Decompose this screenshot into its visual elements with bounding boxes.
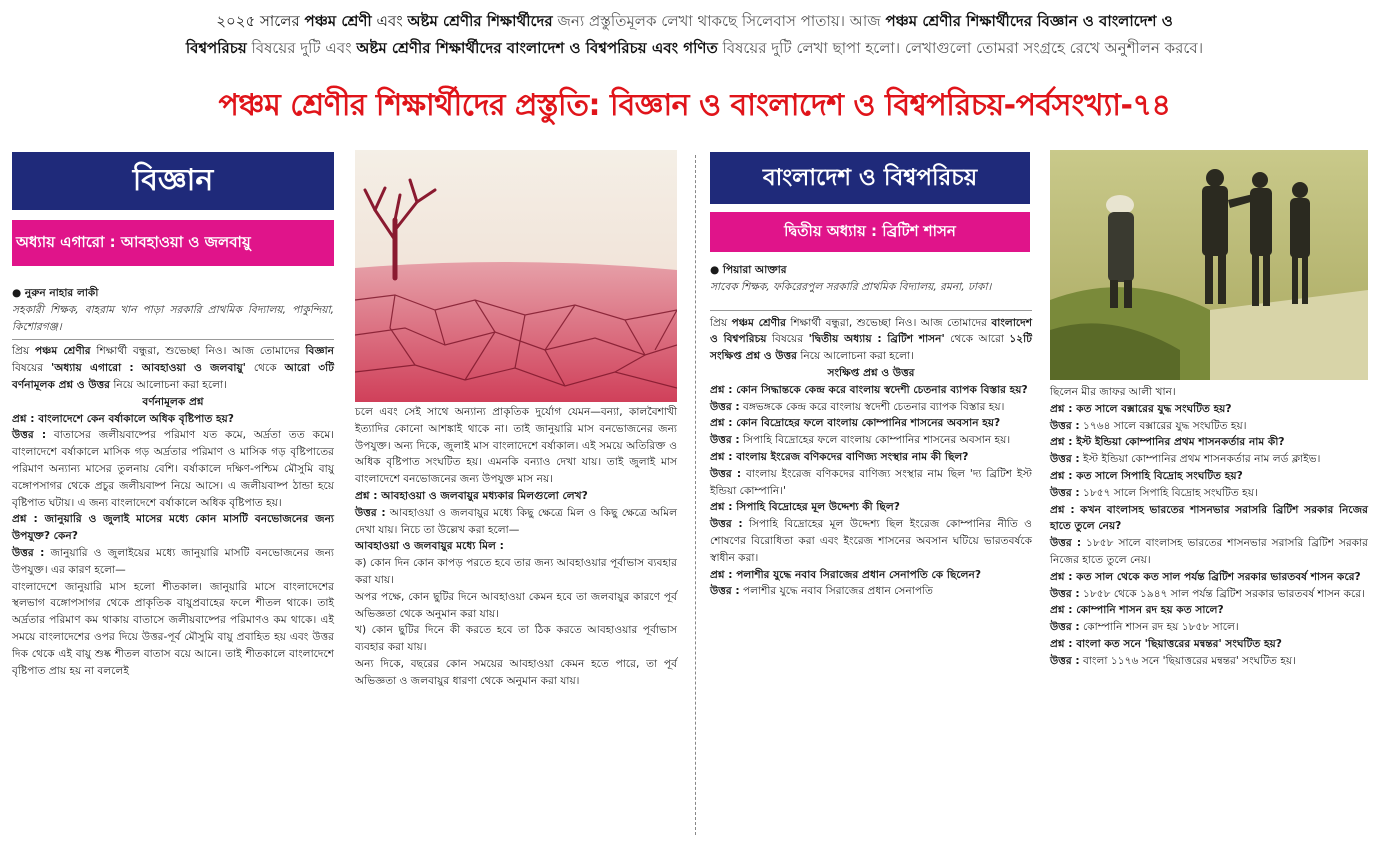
science-column-1 — [12, 285, 334, 679]
bgs-author: ● পিয়ারা আক্তার — [710, 264, 787, 276]
answer: উত্তর : পলাশীর যুদ্ধে নবাব সিরাজের প্রধান সেনাপতি — [710, 585, 933, 598]
bgs-intro: প্রিয় পঞ্চম শ্রেণীর শিক্ষার্থী বন্ধুরা, শুভেচ্ছা নিও। আজ তোমাদের বাংলাদেশ ও বিশ্বপরিচয় বিষয়ের 'দ্বিতীয় অধ্যায় : ব্রিটিশ শাসন' থেকে আরো ১২টি সংক্ষিপ্ত প্রশ্ন ও উত্তর নিয়ে আলোচনা করা হলো। — [710, 316, 1032, 363]
intro-paragraph — [10, 8, 1379, 62]
answer: উত্তর : বাংলায় ইংরেজ বণিকদের বাণিজ্য সংস্থার নাম ছিল 'দ্য ব্রিটিশ ইস্ট ইন্ডিয়া কোম্পানি।' — [710, 467, 1032, 497]
intro-text: এবং — [371, 12, 408, 30]
answer: উত্তর : বাতাসের জলীয়বাষ্পের পরিমাণ যত কমে, অর্দ্রতা তত কমে। বাংলাদেশে বর্ষাকালে মাসিক গড় অর্দ্রতার পরিমাণ ও মাসিক গড় বৃষ্টিপাতের পরিমাণ অন্যান্য মাসের তুলনায় বেশি। বর্ষাকালে দক্ষিণ-পশ্চিম মৌসুমি বায়ু বঙ্গোপসাগর থেকে প্রচুর জলীয়বাষ্প নিয়ে আসে। এ জলীয়বাষ্প ঠান্ডা হয়ে বৃষ্টিপাত ঘটায়। এ জন্য বাংলাদেশে বর্ষাকালে অধিক বৃষ্টিপাত হয়। — [12, 429, 334, 509]
list-item: ক) কোন দিন কোন কাপড় পরতে হবে তার জন্য আবহাওয়ার পূর্বাভাস ব্যবহার করা যায়। — [355, 557, 677, 586]
science-column-2 — [355, 404, 677, 690]
answer: উত্তর : ১৮৫৭ সালে সিপাহি বিদ্রোহ সংঘটিত হয়। — [1050, 486, 1258, 499]
question: প্রশ্ন : আবহাওয়া ও জলবায়ুর মধ্যকার মিলগুলো লেখ? — [355, 489, 588, 502]
bgs-title: বাংলাদেশ ও বিশ্বপরিচয় — [762, 164, 978, 191]
answer: উত্তর : জানুয়ারি ও জুলাইয়ের মধ্যে জানুয়ারি মাসটি বনভোজনের জন্য উপযুক্ত। এর কারণ হলো— — [12, 546, 334, 576]
drought-image — [355, 150, 677, 402]
question: প্রশ্ন : কোন বিদ্রোহের ফলে বাংলায় কোম্পানির শাসনের অবসান হয়? — [710, 417, 1001, 430]
bgs-column-1 — [710, 262, 1032, 600]
question: প্রশ্ন : বাংলাদেশে কেন বর্ষাকালে অধিক বৃষ্টিপাত হয়? — [12, 412, 234, 425]
bgs-chapter: দ্বিতীয় অধ্যায় : ব্রিটিশ শাসন — [784, 221, 956, 240]
answer-continued: ছিলেন মীর জাফর আলী খান। — [1050, 386, 1176, 398]
page-headline: পঞ্চম শ্রেণীর শিক্ষার্থীদের প্রস্তুতি: বিজ্ঞান ও বাংলাদেশ ও বিশ্বপরিচয়-পর্বসংখ্যা-৭৪ — [218, 88, 1171, 123]
question: প্রশ্ন : বাংলায় ইংরেজ বণিকদের বাণিজ্য সংস্থার নাম কী ছিল? — [710, 450, 969, 463]
intro-bold: বিশ্বপরিচয় — [185, 39, 247, 57]
answer: উত্তর : ১৮৫৮ থেকে ১৯৪৭ সাল পর্যন্ত ব্রিটিশ সরকার ভারতবর্ষ শাসন করে। — [1050, 587, 1365, 600]
science-chapter-box — [12, 220, 334, 266]
intro-text: জন্য প্রস্তুতিমূলক লেখা থাকছে সিলেবাস পাতায়। আজ — [552, 12, 886, 30]
intro-text: বিষয়ের দুটি এবং — [246, 39, 357, 57]
divider — [12, 339, 334, 340]
sub-heading: আবহাওয়া ও জলবায়ুর মধ্যে মিল : — [355, 540, 504, 553]
science-author: ● নুরুন নাহার লাকী — [12, 287, 99, 299]
intro-text: ২০২৫ সালের — [216, 12, 305, 30]
answer: উত্তর : বাংলা ১১৭৬ সনে 'ছিয়াত্তরের মন্বন্তর' সংঘটিত হয়। — [1050, 654, 1296, 667]
answer: উত্তর : কোম্পানি শাসন রদ হয় ১৮৫৮ সালে। — [1050, 621, 1239, 634]
science-chapter: অধ্যায় এগারো : আবহাওয়া ও জলবায়ু — [16, 232, 251, 251]
answer-continued: চলে এবং সেই সাথে অন্যান্য প্রাকৃতিক দুর্যোগ যেমন—বন্যা, কালবৈশাখী ইত্যাদির কোনো আশঙ্কাই থাকে না। তাই জানুয়ারি মাস বনভোজনের জন্য উপযুক্ত। অন্য দিকে, জুলাই মাস বাংলাদেশে বর্ষাকাল। এই সময়ে অতিরিক্ত ও অধিক বৃষ্টিপাত সংঘটিত হয়। এমনকি বন্যাও দেখা যায়। তাই জুলাই মাস বাংলাদেশে বনভোজনের জন্য উপযুক্ত মাস নয়। — [355, 406, 677, 486]
bgs-credit: সাবেক শিক্ষক, ফকিরেরপুল সরকারি প্রাথমিক বিদ্যালয়, রমনা, ঢাকা। — [710, 280, 992, 293]
answer: উত্তর : সিপাহি বিদ্রোহের ফলে বাংলায় কোম্পানির শাসনের অবসান হয়। — [710, 434, 1011, 447]
divider — [710, 310, 1032, 311]
intro-bold: অষ্টম শ্রেণীর শিক্ষার্থীদের বাংলাদেশ ও বিশ্বপরিচয় এবং গণিত — [356, 39, 718, 57]
answer: উত্তর : বঙ্গভঙ্গকে কেন্দ্র করে বাংলায় স্বদেশী চেতনার ব্যাপক বিস্তার হয়। — [710, 400, 1005, 413]
intro-bold: পঞ্চম শ্রেণীর শিক্ষার্থীদের বিজ্ঞান ও বাংলাদেশ ও — [885, 12, 1173, 30]
question: প্রশ্ন : কোন সিদ্ধান্তকে কেন্দ্র করে বাংলায় স্বদেশী চেতনার ব্যাপক বিস্তার হয়? — [710, 383, 1028, 396]
list-item: খ) কোন ছুটির দিনে কী করতে হবে তা ঠিক করতে আবহাওয়ার পূর্বাভাস ব্যবহার করা যায়। — [355, 624, 677, 654]
list-item: অপর পক্ষে, কোন ছুটির দিনে আবহাওয়া কেমন হবে তা জলবায়ুর কারণে পূর্ব অভিজ্ঞতা থেকে অনুমান করা যায়। — [355, 590, 677, 620]
question: প্রশ্ন : ইস্ট ইন্ডিয়া কোম্পানির প্রথম শাসনকর্তার নাম কী? — [1050, 436, 1285, 449]
list-item: অন্য দিকে, বছরের কোন সময়ের আবহাওয়া কেমন হতে পারে, তা পূর্ব অভিজ্ঞতা ও জলবায়ুর ধারণা থেকে অনুমান করা যায়। — [355, 657, 677, 687]
bgs-title-box — [710, 152, 1030, 204]
bgs-column-2 — [1050, 384, 1368, 670]
historical-painting — [1050, 150, 1368, 380]
answer: উত্তর : ১৭৬৪ সালে বক্সারের যুদ্ধ সংঘটিত হয়। — [1050, 419, 1247, 432]
question: প্রশ্ন : সিপাহি বিদ্রোহের মূল উদ্দেশ্য কী ছিল? — [710, 501, 900, 514]
science-title: বিজ্ঞান — [132, 162, 214, 198]
answer: উত্তর : ১৮৫৮ সালে বাংলাসহ ভারতের শাসনভার সরাসরি ব্রিটিশ সরকার নিজের হাতে তুলে নেয়। — [1050, 537, 1368, 566]
answer: উত্তর : সিপাহি বিদ্রোহের মূল উদ্দেশ্য ছিল ইংরেজ কোম্পানির নীতি ও শোষণের বিরোধিতা করা এবং ইংরেজ শাসনের অবসান ঘটিয়ে ভারতবর্ষকে স্বাধীন করা। — [710, 518, 1032, 564]
question: প্রশ্ন : কত সাল থেকে কত সাল পর্যন্ত ব্রিটিশ সরকার ভারতবর্ষ শাসন করে? — [1050, 570, 1361, 583]
question: প্রশ্ন : কখন বাংলাসহ ভারতের শাসনভার সরাসরি ব্রিটিশ সরকার নিজের হাতে তুলে নেয়? — [1050, 503, 1368, 533]
section-heading: সংক্ষিপ্ত প্রশ্ন ও উত্তর — [827, 366, 915, 379]
science-credit: সহকারী শিক্ষক, বাহরাম খান পাড়া সরকারি প্রাথমিক বিদ্যালয়, পাকুন্দিয়া, কিশোরগঞ্জ। — [12, 303, 334, 333]
section-heading: বর্ণনামূলক প্রশ্ন — [142, 395, 204, 408]
science-intro: প্রিয় পঞ্চম শ্রেণীর শিক্ষার্থী বন্ধুরা, শুভেচ্ছা নিও। আজ তোমাদের বিজ্ঞান বিষয়ের 'অধ্যায় এগারো : আবহাওয়া ও জলবায়ু' থেকে আরো ৩টি বর্ণনামূলক প্রশ্ন ও উত্তর নিয়ে আলোচনা করা হলো। — [12, 345, 334, 391]
bgs-chapter-box — [710, 212, 1030, 252]
intro-text: বিষয়ের দুটি লেখা ছাপা হলো। লেখাগুলো তোমরা সংগ্রহে রেখে অনুশীলন করবে। — [717, 39, 1204, 57]
question: প্রশ্ন : পলাশীর যুদ্ধে নবাব সিরাজের প্রধান সেনাপতি কে ছিলেন? — [710, 568, 981, 581]
question: প্রশ্ন : কত সালে সিপাহি বিদ্রোহ সংঘটিত হয়? — [1050, 469, 1243, 482]
answer: উত্তর : ইস্ট ইন্ডিয়া কোম্পানির প্রথম শাসনকর্তার নাম লর্ড ক্লাইভ। — [1050, 453, 1321, 466]
center-divider — [695, 155, 696, 835]
answer-continued: বাংলাদেশে জানুয়ারি মাস হলো শীতকাল। জানুয়ারি মাসে বাংলাদেশের স্থলভাগ বঙ্গোপসাগর থেকে প্রাকৃতিক বায়ুপ্রবাহের ফলে শীতল থাকে। তাই অর্দ্রতার পরিমাণ কম থাকায় বাতাসে জলীয়বাষ্পের পরিমাণও কম থাকে। এই সময়ে বাংলাদেশের ওপর দিয়ে উত্তর-পূর্ব মৌসুমি বায়ু প্রবাহিত হয় এবং উত্তর দিক থেকে এই বায়ু শুষ্ক শীতল বাতাস বয়ে আনে। তাই শীতকালে বাংলাদেশে বৃষ্টিপাত প্রায় হয় না বললেই — [12, 580, 334, 677]
science-title-box — [12, 152, 334, 210]
question: প্রশ্ন : জানুয়ারি ও জুলাই মাসের মধ্যে কোন মাসটি বনভোজনের জন্য উপযুক্ত? কেন? — [12, 513, 334, 543]
question: প্রশ্ন : কত সালে বক্সারের যুদ্ধ সংঘটিত হয়? — [1050, 402, 1232, 415]
answer: উত্তর : আবহাওয়া ও জলবায়ুর মধ্যে কিছু ক্ষেত্রে মিল ও কিছু ক্ষেত্রে অমিল দেখা যায়। নিচে তা উল্লেখ করা হলো— — [355, 506, 677, 536]
intro-bold: অষ্টম শ্রেণীর শিক্ষার্থীদের — [407, 12, 553, 30]
question: প্রশ্ন : বাংলা কত সনে 'ছিয়াত্তরের মন্বন্তর' সংঘটিত হয়? — [1050, 637, 1282, 650]
question: প্রশ্ন : কোম্পানি শাসন রদ হয় কত সালে? — [1050, 604, 1224, 617]
intro-bold: পঞ্চম শ্রেণী — [304, 12, 372, 30]
